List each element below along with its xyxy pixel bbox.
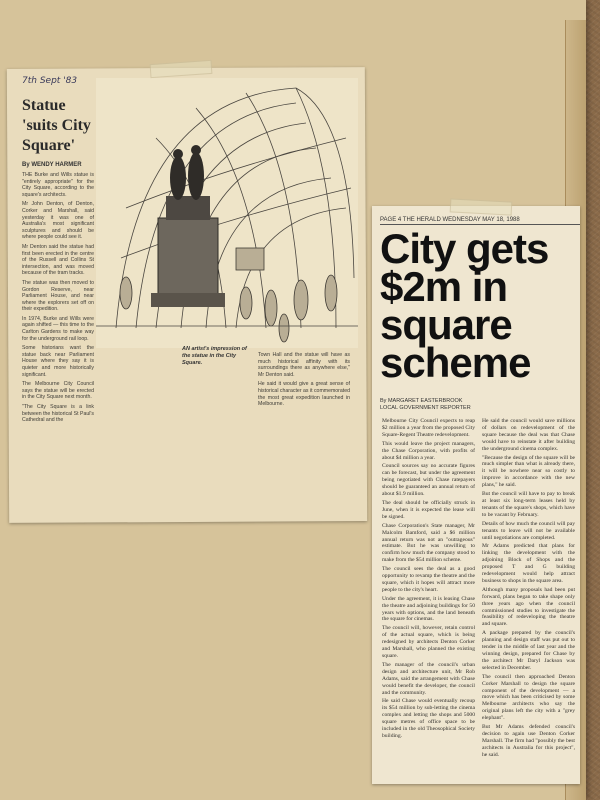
paragraph: Mr Denton said the statue had first been erected in the centre of the Russell and Collins St intersection, and was moved because of the tram tracks. <box>22 243 94 277</box>
left-article <box>14 90 94 427</box>
left-article-body <box>14 172 94 424</box>
paragraph: But Mr Adams defended council's decision to again use Denton Corker Marshall. The firm had "possibly the best architects in Australia for this project", he said. <box>482 724 575 758</box>
paragraph: The council sees the deal as a good opportunity to revamp the theatre and the square, which it hopes will attract more people to the city's heart. <box>382 566 475 593</box>
paragraph: This would leave the project managers, the Chase Corporation, with profits of about $4 million a year. <box>382 440 475 461</box>
paragraph: Details of how much the council will pay tenants to leave will not be available until negotiations are completed. <box>482 520 575 541</box>
paragraph: Although many proposals had been put forward, plans began to take shape only three years ago when the council commissioned studies to investigate the feasibility of redeveloping the theatre and square. <box>482 586 575 628</box>
statue-sketch-illustration <box>96 78 358 348</box>
paragraph: In 1974, Burke and Wills were again shifted — this time to the Carlton Gardens to make way for the underground rail loop. <box>22 315 94 342</box>
paragraph: "Because the design of the square will be much simpler than what is already there, it will be nowhere near so costly to improve in accordance with the new plans," he said. <box>482 454 575 489</box>
right-article-column-1 <box>382 418 475 742</box>
paragraph: He said the council would save millions of dollars on redevelopment of the square because the deal was that Chase would have to reinstate it after building the underground cinema complex. <box>482 418 575 452</box>
paragraph: Council sources say no accurate figures can be forecast, but under the agreement being negotiated with Chase ratepayers should be guaranteed an annual return of about $1.9 million. <box>382 463 475 498</box>
right-byline <box>380 398 570 412</box>
paragraph: Town Hall and the statue will have as much historical affinity with its surroundings there as anywhere else," Mr Denton said. <box>258 352 350 378</box>
paragraph: "The City Square is a link between the historical St Paul's Cathedral and the <box>22 404 94 424</box>
illustration-caption <box>182 346 254 367</box>
paragraph: THE Burke and Wills statue is "entirely appropriate" for the City Square, according to the square's architects. <box>22 172 94 198</box>
paragraph: Chase Corporation's State manager, Mr Malcolm Bamford, said a $6 million annual return was not an "outrageous" estimate. But he was unwilling to confirm how much the company stood to make from the $54 million scheme. <box>382 522 475 564</box>
left-article-continued <box>258 352 350 411</box>
left-byline: By WENDY HARMER <box>22 162 82 168</box>
paragraph: Melbourne City Council expects to reap $2 million a year from the proposed City Square-Regent Theatre redevelopment. <box>382 418 475 438</box>
paragraph: The deal should be officially struck in June, when it is expected the lease will be signed. <box>382 499 475 520</box>
left-headline: Statue 'suits City Square' <box>22 97 91 154</box>
paragraph: Under the agreement, it is leasing Chase the theatre and adjoining buildings for 50 years with options, and the land beneath the square for cinemas. <box>382 595 475 623</box>
paragraph: Mr Adams predicted that plans for linking the development with the adjoining Block of Shops and the proposed T and G building redevelopment would help attract business to shops in the square area. <box>482 543 575 584</box>
handwritten-date: 7th Sept '83 <box>22 76 78 86</box>
paragraph: But the council will have to pay to break at least six long-term leases held by tenants of the square's shops, which have to be vacant by February. <box>482 491 575 518</box>
caption-text: AN artist's impression of the statue in the City Square. <box>182 346 247 366</box>
paragraph: The manager of the council's urban design and architecture unit, Mr Rob Adams, said the arrangement with Chase would benefit the developer, the council and the community. <box>382 661 475 696</box>
right-headline: City gets $2m in square scheme <box>380 225 549 386</box>
paragraph: A package prepared by the council's planning and design staff was put out to tender in the middle of last year and the winning design, prepared for Chase by the architect Mr Daryl Jackson was selected in December. <box>482 630 575 671</box>
author-name: By MARGARET EASTERBROOK <box>380 398 463 404</box>
right-article-column-2 <box>482 418 575 761</box>
masthead: PAGE 4 THE HERALD WEDNESDAY MAY 18, 1988 <box>380 217 580 225</box>
paragraph: The council then approached Denton Corker Marshall to design the square component of the development — a move which has been criticised by some Melbourne architects who say the original plans left the city with a "grey elephant". <box>482 673 575 722</box>
paragraph: He said it would give a great sense of historical character as it commemorated the most great expedition launched in Melbourne. <box>258 381 350 408</box>
paragraph: The Melbourne City Council says the statue will be erected in the City Square next month. <box>22 381 94 401</box>
paragraph: The statue was then moved to Gordon Reserve, near Parliament House, and near where the explorers set off on their expedition. <box>22 279 94 313</box>
author-role: LOCAL GOVERNMENT REPORTER <box>380 405 471 411</box>
paragraph: Mr John Denton, of Denton, Corker and Marshall, said yesterday it was one of Australia's most significant sculptures and should be where people could see it. <box>22 201 94 241</box>
paragraph: He said Chase would eventually recoup its $54 million by sub-letting the cinema complex and letting the shops and 5000 square metres of office space to be included in the old Theosophical Society building. <box>382 698 475 739</box>
paragraph: Some historians want the statue back near Parliament House where they say it is quieter and more historically significant. <box>22 345 94 378</box>
paragraph: The council will, however, retain control of the actual square, which is being redesigned by architects Denton Corker and Marshall, who planned the existing square. <box>382 625 475 659</box>
